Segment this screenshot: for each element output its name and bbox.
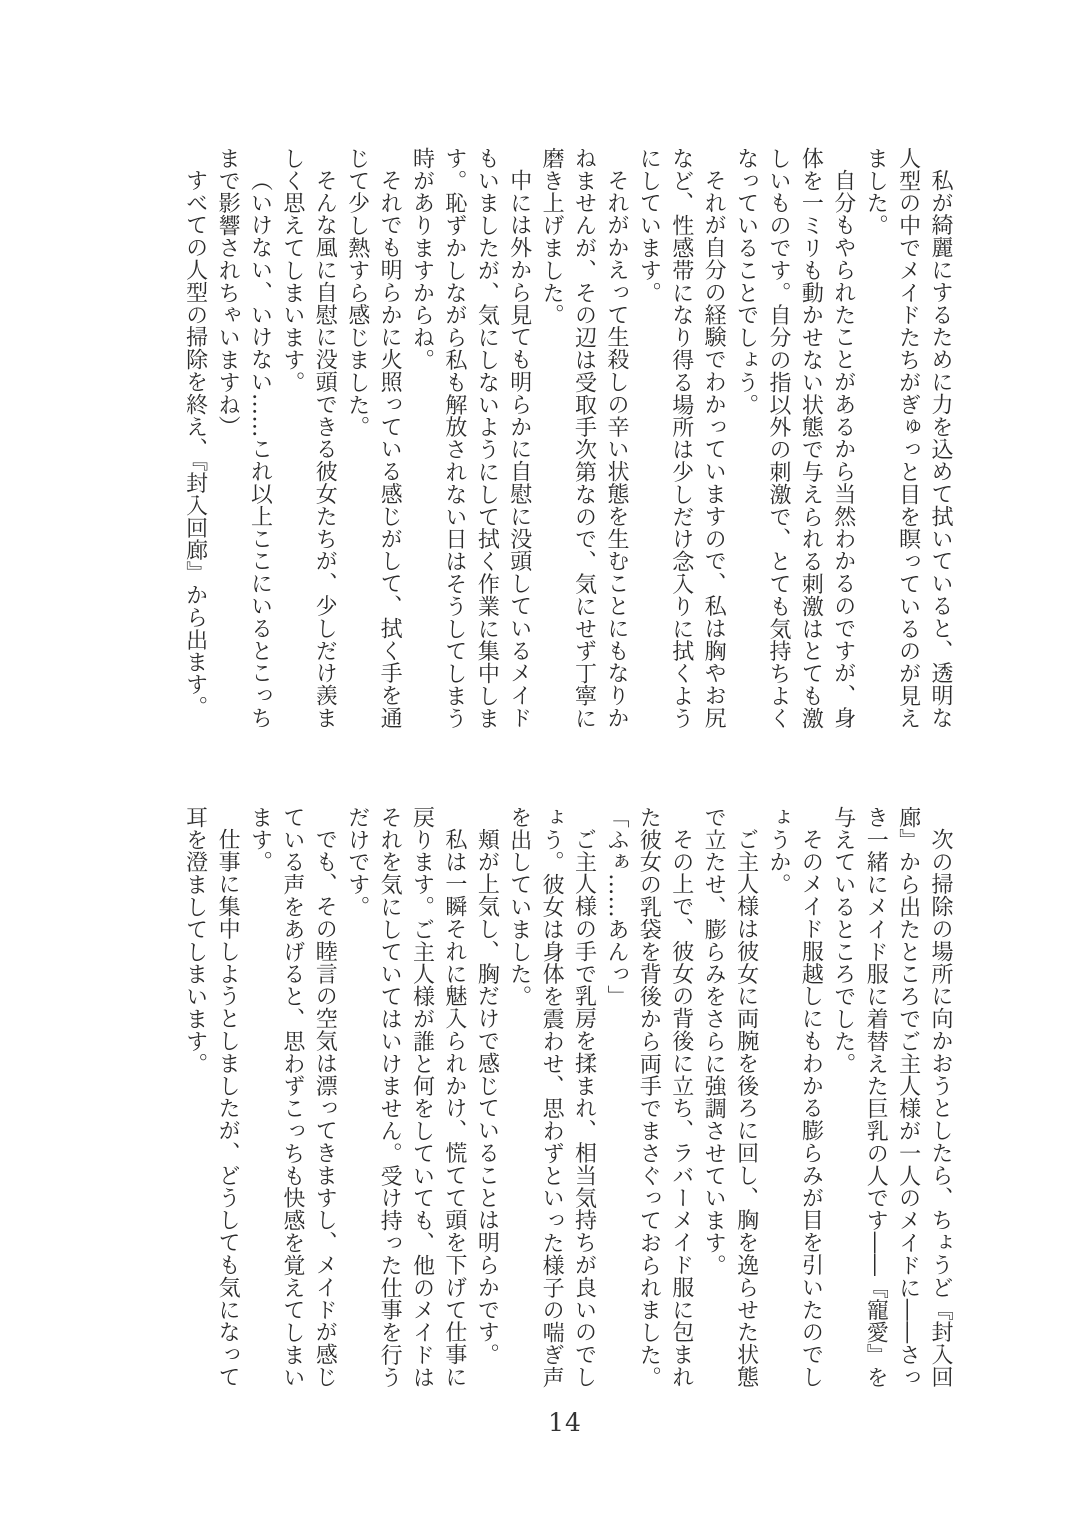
paragraph: 私は一瞬それに魅入られかけ、慌てて頭を下げて仕事に戻ります。ご主人様が誰と何をしていても、他のメイドはそれを気にしていてはいけません。受け持った仕事を行うだけです。: [344, 806, 467, 1389]
dialogue-paragraph: 「ふぁ……あんっ」: [603, 806, 629, 1008]
paragraph: 自分もやられたことがあるから当然わかるのですが、身体を一ミリも動かせない状態で与えられる刺激はとても激しいものです。自分の指以外の刺激で、とても気持ちよくなっていることでしょう。: [733, 147, 856, 730]
paragraph: 私が綺麗にするために力を込めて拭いていると、透明な人型の中でメイドたちがぎゅっと目を瞑っているのが見えました。: [863, 147, 953, 730]
paragraph: それでも明らかに火照っている感じがして、拭く手を通じて少し熱すら感じました。: [344, 147, 403, 729]
paragraph: （いけない、いけない……これ以上ここにいるとこっちまで影響されちゃいますね）: [215, 147, 273, 729]
paragraph: すべての人型の掃除を終え、『封入回廊』から出ます。: [182, 169, 208, 718]
paragraph: 頬が上気し、胸だけで感じていることは明らかです。: [474, 828, 500, 1366]
paragraph: それが自分の経験でわかっていますので、私は胸やお尻など、性感帯になり得る場所は少しだけ念入りに拭くようにしています。: [636, 147, 727, 730]
paragraph: そんな風に自慰に没頭できる彼女たちが、少しだけ羨ましく思えてしまいます。: [279, 147, 338, 729]
text-block-top: [176, 147, 956, 735]
paragraph: その上で、彼女の背後に立ち、ラバーメイド服に包まれた彼女の乳袋を背後から両手でまさぐっておられました。: [636, 806, 694, 1389]
paragraph: そのメイド服越しにもわかる膨らみが目を引いたのでしょうか。: [765, 806, 824, 1388]
paragraph: ご主人様は彼女に両腕を後ろに回し、胸を逸らせた状態で立たせ、膨らみをさらに強調させています。: [701, 806, 759, 1388]
text-block-bottom: [176, 806, 956, 1394]
paragraph: 次の掃除の場所に向かおうとしたら、ちょうど『封入回廊』から出たところでご主人様が一人のメイドに――さっき一緒にメイド服に着替えた巨乳の人です――『寵愛』を与えているところでした。: [830, 806, 953, 1389]
paragraph: ご主人様の手で乳房を揉まれ、相当気持ちが良いのでしょう。彼女は身体を震わせ、思わずといった様子の喘ぎ声を出していました。: [506, 806, 597, 1389]
page-number: 14: [548, 1408, 582, 1437]
paragraph: 仕事に集中しようとしましたが、どうしても気になって耳を澄ましてしまいます。: [182, 806, 241, 1388]
paragraph: 中には外から見ても明らかに自慰に没頭しているメイドもいましたが、気にしないようにして拭く作業に集中します。恥ずかしながら私も解放されない日はそうしてしまう時がありますからね。: [409, 147, 532, 730]
paragraph: でも、その睦言の空気は漂ってきますし、メイドが感じている声をあげると、思わずこっちも快感を覚えてしまいます。: [247, 806, 338, 1389]
paragraph: それがかえって生殺しの辛い状態を生むことにもなりかねませんが、その辺は受取手次第なので、気にせず丁寧に磨き上げました。: [539, 147, 629, 730]
